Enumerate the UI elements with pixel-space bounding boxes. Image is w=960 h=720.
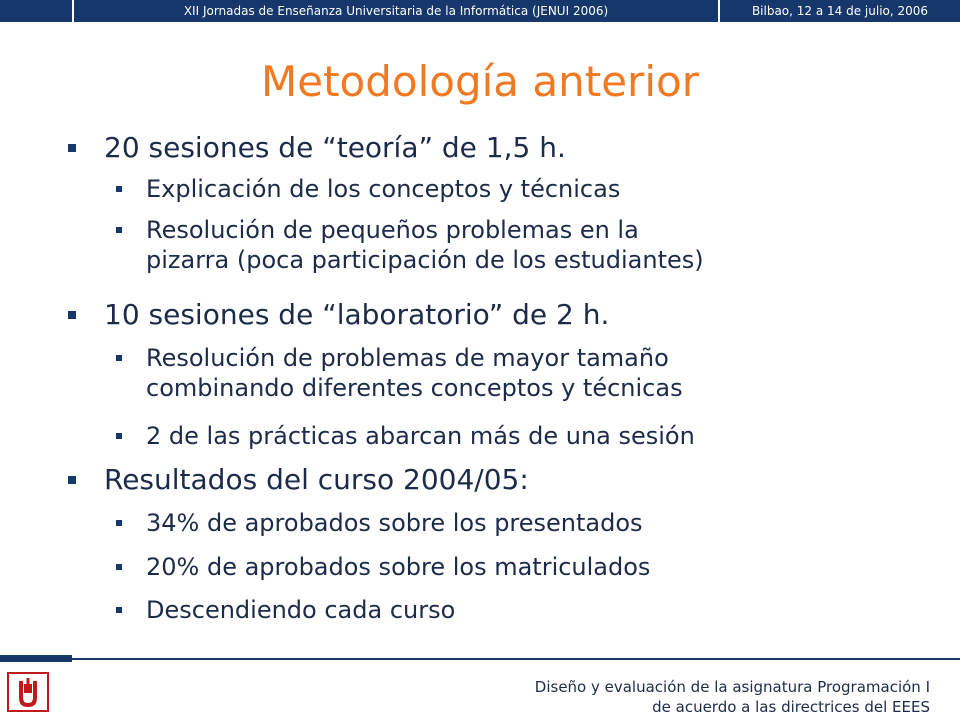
footer-caption <box>535 677 930 717</box>
header-block <box>0 0 72 22</box>
bullet-text: 2 de las prácticas abarcan más de una sesión <box>146 422 695 450</box>
bullet-text: Resultados del curso 2004/05: <box>104 463 529 496</box>
square-bullet-icon <box>116 607 122 613</box>
square-bullet-icon <box>116 520 122 526</box>
bullet-text: 34% de aprobados sobre los presentados <box>146 509 643 537</box>
square-bullet-icon <box>116 433 122 439</box>
bullet-item <box>116 421 695 451</box>
bullet-item <box>116 508 643 538</box>
university-logo-icon <box>7 672 49 712</box>
square-bullet-icon <box>116 227 122 233</box>
footer-accent-bar <box>0 655 72 662</box>
square-bullet-icon <box>68 476 76 484</box>
square-bullet-icon <box>68 311 76 319</box>
footer-line-1: Diseño y evaluación de la asignatura Programación I <box>534 678 930 696</box>
bullet-item <box>116 595 455 625</box>
bullet-item <box>68 131 566 165</box>
square-bullet-icon <box>116 186 122 192</box>
bullet-item <box>116 174 620 204</box>
bullet-text: 20 sesiones de “teoría” de 1,5 h. <box>104 131 566 164</box>
slide-title: Metodología anterior <box>261 57 699 106</box>
square-bullet-icon <box>68 144 76 152</box>
footer-divider <box>0 658 960 660</box>
bullet-text: Resolución de problemas de mayor tamaño combinando diferentes conceptos y técnicas <box>146 344 683 402</box>
bullet-item <box>68 463 529 497</box>
bullet-item <box>116 215 704 275</box>
bullet-item <box>116 343 683 403</box>
footer-line-2: de acuerdo a las directrices del EEES <box>652 698 930 716</box>
bullet-item <box>116 552 650 582</box>
bullet-text: 10 sesiones de “laboratorio” de 2 h. <box>104 298 610 331</box>
conference-name: XII Jornadas de Enseñanza Universitaria de la Informática (JENUI 2006) <box>74 0 718 22</box>
header-bar <box>0 0 960 22</box>
place-date: Bilbao, 12 a 14 de julio, 2006 <box>720 0 960 22</box>
bullet-text: Explicación de los conceptos y técnicas <box>146 175 621 203</box>
bullet-text: Descendiendo cada curso <box>146 596 456 624</box>
bullet-text: 20% de aprobados sobre los matriculados <box>146 553 651 581</box>
bullet-text: Resolución de pequeños problemas en la pizarra (poca participación de los estudiantes) <box>146 216 704 274</box>
square-bullet-icon <box>116 564 122 570</box>
square-bullet-icon <box>116 355 122 361</box>
bullet-item <box>68 298 609 332</box>
